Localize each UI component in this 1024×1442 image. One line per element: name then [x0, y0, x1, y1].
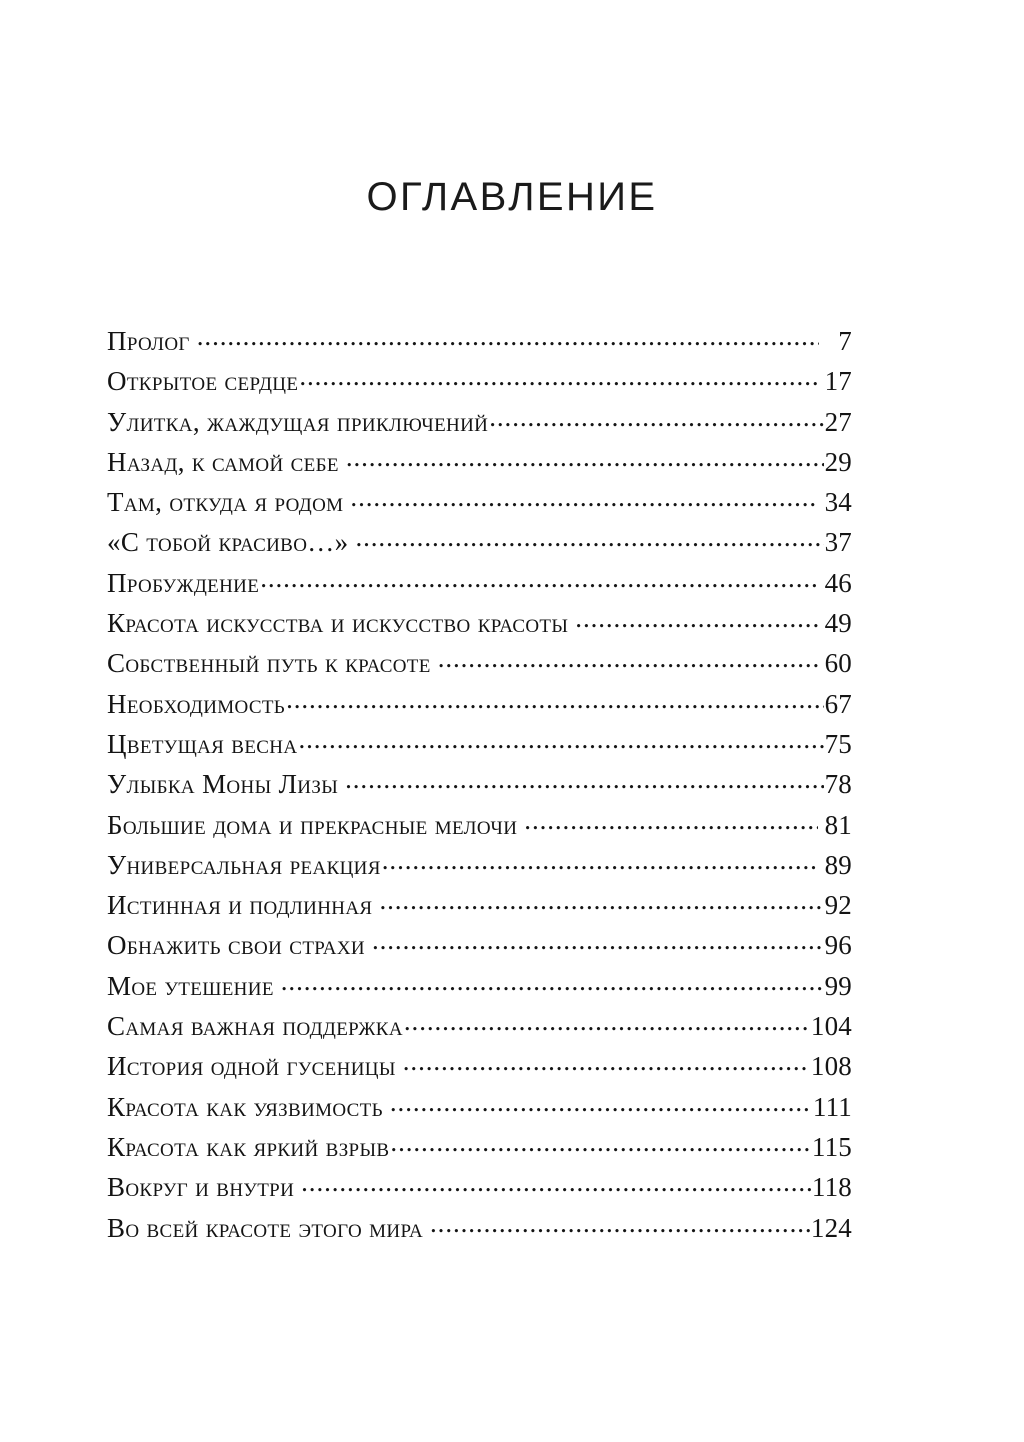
toc-entry-page-number: 7	[838, 326, 852, 356]
toc-entry[interactable]	[107, 368, 852, 408]
toc-dot-leader	[298, 737, 823, 753]
toc-entry-page-number: 92	[824, 890, 852, 921]
toc-entry-title: Истинная и подлинная	[107, 890, 373, 921]
toc-entry-page-number: 81	[824, 809, 852, 840]
toc-entry[interactable]	[107, 728, 852, 771]
toc-entry[interactable]	[107, 529, 852, 569]
toc-entry-page-number: 27	[824, 406, 852, 437]
toc-entry[interactable]	[107, 1091, 852, 1134]
toc-entry-title: Самая важная поддержка	[107, 1011, 403, 1042]
toc-entry-title: Необходимость	[107, 688, 286, 719]
toc-entry-page-number: 75	[824, 728, 852, 759]
toc-entry-title: Назад, к самой себе	[107, 446, 339, 477]
toc-entry-page-number: 78	[824, 769, 852, 800]
toc-entry-title: Универсальная реакция	[107, 849, 381, 880]
toc-entry[interactable]	[107, 446, 852, 489]
toc-entry[interactable]	[107, 970, 852, 1013]
toc-entry[interactable]	[107, 650, 852, 690]
toc-entry-title: Открытое сердце	[107, 366, 299, 397]
toc-entry-page-number: 67	[824, 688, 852, 719]
toc-entry-list	[107, 328, 852, 1255]
toc-dot-leader	[404, 1019, 810, 1035]
toc-entry[interactable]	[107, 892, 852, 932]
toc-entry-title: Большие дома и прекрасные мелочи	[107, 809, 518, 840]
toc-entry-page-number: 96	[824, 930, 852, 961]
toc-entry[interactable]	[107, 328, 852, 368]
toc-entry-title: Пролог	[107, 326, 190, 356]
toc-dot-leader	[301, 1180, 811, 1196]
toc-entry[interactable]	[107, 1212, 852, 1255]
page-title: ОГЛАВЛЕНИЕ	[366, 174, 658, 219]
toc-entry-title: История одной гусеницы	[107, 1051, 396, 1082]
toc-entry-title: Красота как яркий взрыв	[107, 1131, 390, 1162]
toc-entry[interactable]	[107, 771, 852, 811]
toc-entry-page-number: 37	[824, 527, 852, 558]
toc-entry[interactable]	[107, 849, 852, 892]
toc-entry-title: Там, откуда я родом	[107, 487, 344, 518]
toc-entry-title: Мое утешение	[107, 970, 274, 1001]
toc-entry-page-number: 115	[811, 1131, 852, 1162]
toc-dot-leader	[286, 697, 824, 713]
toc-entry-title: Пробуждение	[107, 567, 260, 598]
toc-entry[interactable]	[107, 610, 852, 650]
toc-entry-title: Улитка, жаждущая приключений	[107, 406, 489, 437]
toc-entry-title: Красота как уязвимость	[107, 1091, 383, 1122]
toc-entry-page-number: 17	[824, 366, 852, 397]
toc-dot-leader	[575, 616, 817, 632]
toc-entry-page-number: 49	[824, 608, 852, 639]
toc-entry-title: Обнажить свои страхи	[107, 930, 365, 961]
toc-dot-leader	[299, 374, 817, 390]
toc-entry-title: Улыбка Моны Лизы	[107, 769, 339, 800]
toc-dot-leader	[382, 858, 818, 874]
toc-dot-leader	[350, 495, 817, 511]
toc-entry[interactable]	[107, 809, 852, 852]
toc-entry-title: Собственный путь к красоте	[107, 648, 431, 679]
toc-dot-leader	[346, 455, 824, 471]
toc-dot-leader	[379, 898, 823, 914]
toc-dot-leader	[489, 415, 823, 431]
toc-dot-leader	[430, 1221, 810, 1237]
toc-entry-page-number: 104	[810, 1011, 852, 1042]
toc-entry-page-number: 108	[810, 1051, 852, 1082]
toc-entry-page-number: 89	[824, 849, 852, 880]
toc-entry-page-number: 60	[824, 648, 852, 679]
toc-entry-page-number: 99	[824, 970, 852, 1001]
toc-dot-leader	[281, 979, 824, 995]
toc-dot-leader	[403, 1059, 810, 1075]
toc-dot-leader	[345, 777, 823, 793]
toc-entry[interactable]	[107, 932, 852, 972]
toc-dot-leader	[197, 334, 819, 350]
toc-entry-title: Красота искусства и искусство красоты	[107, 608, 569, 639]
toc-entry-page-number: 124	[810, 1212, 852, 1243]
toc-dot-leader	[390, 1100, 812, 1116]
toc-dot-leader	[524, 818, 817, 834]
toc-entry[interactable]	[107, 1131, 852, 1174]
toc-entry-title: Во всей красоте этого мира	[107, 1212, 424, 1243]
toc-entry-page-number: 46	[824, 567, 852, 598]
toc-entry-title: Вокруг и внутри	[107, 1172, 295, 1203]
toc-entry-page-number: 34	[824, 487, 852, 518]
toc-entry[interactable]	[107, 406, 852, 449]
toc-dot-leader	[372, 938, 824, 954]
toc-entry-title: Цветущая весна	[107, 728, 298, 759]
toc-entry[interactable]	[107, 567, 852, 610]
toc-entry-page-number: 29	[824, 446, 852, 477]
toc-entry-page-number: 118	[811, 1172, 852, 1203]
toc-dot-leader	[390, 1140, 810, 1156]
toc-dot-leader	[260, 576, 817, 592]
toc-entry[interactable]	[107, 1013, 852, 1053]
toc-entry[interactable]	[107, 688, 852, 731]
toc-entry[interactable]	[107, 1174, 852, 1214]
toc-entry[interactable]	[107, 489, 852, 529]
toc-entry-page-number: 111	[812, 1091, 852, 1122]
toc-entry-title: «С тобой красиво…»	[107, 527, 349, 558]
toc-entry[interactable]	[107, 1053, 852, 1093]
toc-dot-leader	[355, 535, 823, 551]
toc-dot-leader	[438, 656, 818, 672]
